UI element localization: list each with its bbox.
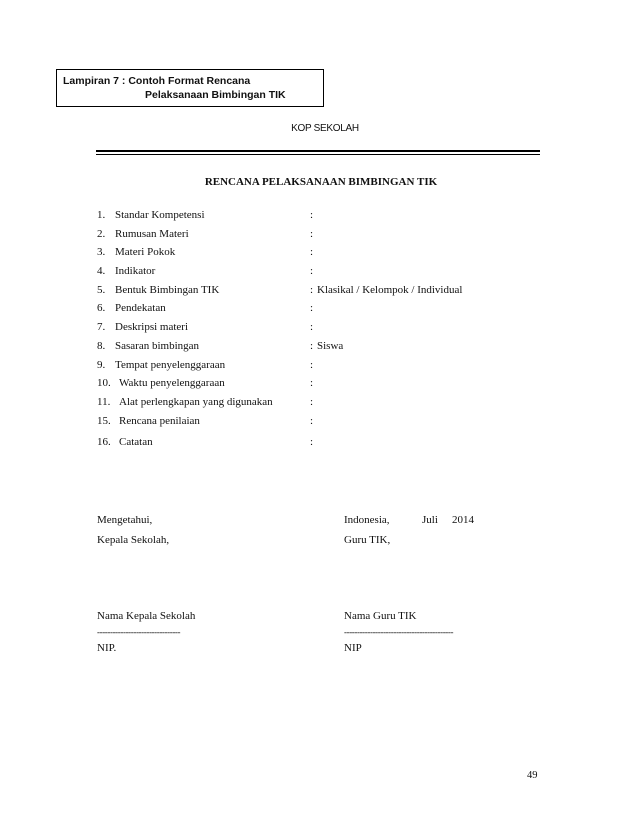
field-label: Deskripsi materi (115, 321, 189, 334)
field-colon: : (310, 436, 314, 449)
field-colon: : (310, 377, 314, 390)
signature-left-footer (97, 606, 195, 658)
kepala-sekolah-label: Kepala Sekolah, (97, 534, 170, 546)
field-number: 2. (97, 227, 106, 240)
field-colon: : (310, 246, 314, 259)
field-colon: : (310, 209, 314, 221)
form-row (97, 206, 557, 225)
field-number: 5. (97, 283, 106, 296)
guru-tik-label: Guru TIK, (344, 534, 391, 546)
date-place: Indonesia, (344, 514, 390, 526)
signature-right-header (344, 510, 474, 550)
field-colon: : (310, 358, 314, 371)
field-number: 1. (97, 209, 106, 221)
field-colon: : (310, 227, 314, 240)
field-colon: : (310, 283, 314, 296)
page-number: 49 (527, 770, 538, 781)
form-row (97, 299, 557, 318)
document-title-container (0, 176, 638, 188)
signature-left-header (97, 510, 169, 550)
field-label: Rencana penilaian (119, 414, 200, 427)
date-year: 2014 (452, 514, 474, 526)
field-colon: : (310, 395, 314, 408)
field-label: Rumusan Materi (115, 227, 189, 240)
date-line (344, 510, 474, 530)
form-row (97, 374, 557, 393)
field-colon: : (310, 302, 314, 315)
form-field-list (97, 206, 557, 452)
nama-kepala-sekolah: Nama Kepala Sekolah (97, 610, 196, 622)
field-label: Sasaran bimbingan (115, 339, 200, 352)
date-month: Juli (422, 514, 438, 526)
field-number: 10. (97, 377, 111, 390)
field-label: Waktu penyelenggaraan (119, 377, 225, 390)
field-number: 6. (97, 302, 106, 315)
form-row (97, 433, 557, 452)
nip-right-label: NIP (344, 642, 362, 654)
document-title: RENCANA PELAKSANAAN BIMBINGAN TIK (204, 176, 438, 188)
field-label: Standar Kompetensi (115, 209, 205, 221)
field-number: 16. (97, 436, 111, 449)
nip-left-label: NIP. (97, 642, 117, 654)
mengetahui-label: Mengetahui, (97, 514, 153, 526)
form-row (97, 393, 557, 412)
form-row (97, 243, 557, 262)
form-row (97, 356, 557, 375)
field-number: 15. (97, 414, 111, 427)
form-row (97, 262, 557, 281)
signature-right-footer (344, 606, 453, 658)
field-colon: : (310, 321, 314, 334)
nama-guru-tik: Nama Guru TIK (344, 610, 417, 622)
form-row (97, 225, 557, 244)
form-row (97, 337, 557, 356)
field-number: 11. (97, 395, 111, 408)
form-row (97, 318, 557, 337)
kop-sekolah-container (0, 123, 638, 134)
header-rule-thin (96, 154, 540, 155)
field-label: Bentuk Bimbingan TIK (115, 283, 220, 296)
field-label: Indikator (115, 265, 156, 278)
field-label: Catatan (119, 436, 153, 449)
form-row (97, 412, 557, 431)
field-label: Tempat penyelenggaraan (115, 358, 226, 371)
field-label: Pendekatan (115, 302, 166, 315)
field-value: Siswa (317, 339, 344, 352)
field-number: 7. (97, 321, 106, 334)
form-row (97, 281, 557, 300)
lampiran-box (56, 69, 324, 107)
field-number: 4. (97, 265, 106, 278)
lampiran-line2: Pelaksanaan Bimbingan TIK (145, 89, 286, 101)
field-colon: : (310, 339, 314, 352)
field-number: 3. (97, 246, 106, 259)
signature-line-left: -------------------------------- (97, 627, 181, 637)
signature-line-right: ------------------------------------------ (344, 627, 454, 637)
field-colon: : (310, 265, 314, 278)
field-number: 8. (97, 339, 106, 352)
header-rule-thick (96, 150, 540, 152)
field-number: 9. (97, 358, 106, 371)
field-label: Alat perlengkapan yang digunakan (119, 395, 273, 408)
lampiran-line1: Lampiran 7 : Contoh Format Rencana (63, 75, 251, 87)
field-label: Materi Pokok (115, 246, 176, 259)
field-value: Klasikal / Kelompok / Individual (317, 283, 463, 296)
kop-sekolah: KOP SEKOLAH (291, 123, 359, 134)
field-colon: : (310, 414, 314, 427)
